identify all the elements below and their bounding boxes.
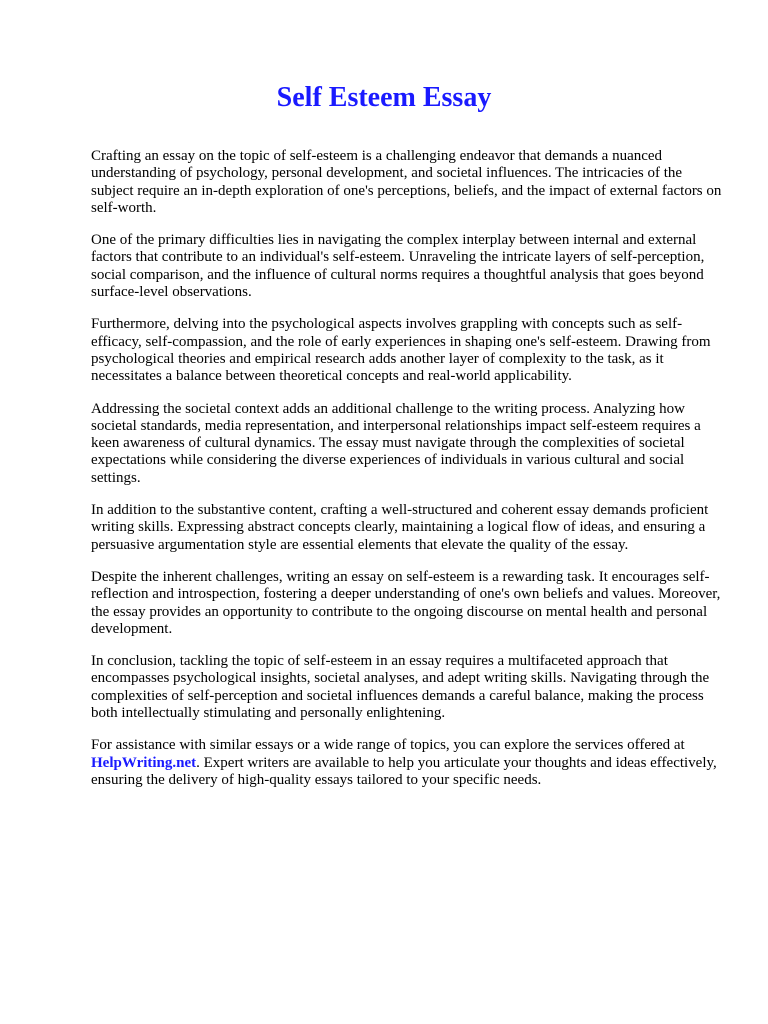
paragraph-4: Addressing the societal context adds an additional challenge to the writing process. Analyzing how societal standards, media representation, and interpersonal relationships impact self-esteem requires a keen awareness of cultural dynamics. The essay must navigate through the complexities of societal expectations while considering the diverse experiences of individuals in various cultural and social settings. [91, 400, 701, 486]
paragraph-1: Crafting an essay on the topic of self-esteem is a challenging endeavor that demands a nuanced understanding of psychology, personal development, and societal influences. The intricacies of the subject require an in-depth exploration of one's perceptions, beliefs, and the impact of external factors on self-worth. [91, 148, 722, 216]
paragraph-7: In conclusion, tackling the topic of self-esteem in an essay requires a multifaceted approach that encompasses psychological insights, societal analyses, and adept writing skills. Navigating through the complexities of self-perception and societal influences demands a careful balance, making the process both intellectually stimulating and personally enlightening. [91, 653, 710, 722]
paragraph-3: Furthermore, delving into the psychological aspects involves grappling with concepts such as self-efficacy, self-compassion, and the role of early experiences in shaping one's self-esteem. Drawing from psychological theories and empirical research adds another layer of complexity to the task, as it necessitates a balance between theoretical concepts and real-world applicability. [91, 316, 711, 385]
paragraph-6: Despite the inherent challenges, writing an essay on self-esteem is a rewarding task. It encourages self-reflection and introspection, fostering a deeper understanding of one's own beliefs and values. Moreover, the essay provides an opportunity to contribute to the ongoing discourse on mental health and personal development. [91, 568, 721, 637]
closing-paragraph [91, 737, 724, 789]
closing-text-after-link: . Expert writers are available to help you articulate your thoughts and ideas effectively, ensuring the delivery of high-quality essays tailored to your specific needs. [91, 754, 717, 788]
helpwriting-link[interactable]: HelpWriting.net [91, 754, 197, 771]
document-title: Self Esteem Essay [276, 82, 492, 113]
paragraph-2: One of the primary difficulties lies in navigating the complex interplay between internal and external factors that contribute to an individual's self-esteem. Unraveling the intricate layers of self-perception, social comparison, and the influence of cultural norms requires a thoughtful analysis that goes beyond surface-level observations. [91, 232, 705, 301]
paragraph-5: In addition to the substantive content, crafting a well-structured and coherent essay demands proficient writing skills. Expressing abstract concepts clearly, maintaining a logical flow of ideas, and ensuring a persuasive argumentation style are essential elements that elevate the quality of the essay. [91, 502, 709, 553]
closing-text-before-link: For assistance with similar essays or a wide range of topics, you can explore the services offered at [91, 737, 685, 754]
